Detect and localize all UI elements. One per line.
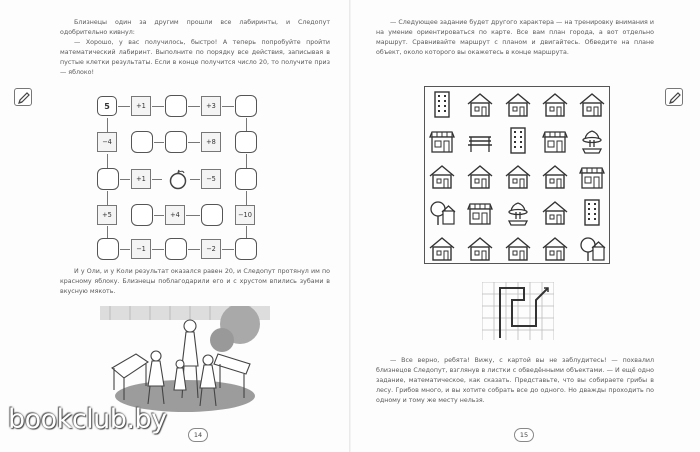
maze-answer-cell[interactable] [131,204,153,226]
maze-answer-cell[interactable] [131,131,153,153]
maze-start: 5 [97,96,117,116]
maze-op: +1 [131,96,151,116]
maze-op: −5 [201,169,221,189]
right-paragraph-2: — Все верно, ребята! Вижу, с картой вы не заблудитесь! — похвалил близнецов Следопут, взглянув в листки с обведёнными объектами. — И ещё одно задание, математическое, как сказать. Представьте, что вы собираете грибы в лесу. Грибов много, и вы хотите собрать все до одного. Но дважды проходить по одному и тому же месту нельзя. [376,357,654,404]
maze-op: −4 [97,132,117,152]
maze-answer-cell[interactable] [235,168,257,190]
maze-op: +8 [201,132,221,152]
maze-answer-cell[interactable] [201,204,223,226]
maze-answer-cell[interactable] [235,238,257,260]
left-page-number: 14 [188,428,208,442]
park-illustration [100,306,270,414]
maze-op: +1 [131,169,151,189]
maze-answer-cell[interactable] [165,95,187,117]
maze-op: +5 [97,205,117,225]
maze-answer-cell[interactable] [235,131,257,153]
left-paragraph-3: И у Оли, и у Коли результат оказался равен 20, и Следопут протянул им по красному яблоку. Близнецы поблагодарили его и с хрустом впились зубами в вкусную мякоть. [60,268,330,295]
maze-answer-cell[interactable] [165,131,187,153]
maze-op: +3 [201,96,221,116]
book-gutter [349,0,351,452]
apple-icon [167,168,189,190]
maze-op: +4 [165,205,185,225]
city-plan-icons [425,87,611,265]
route-map [482,282,554,340]
right-page-number: 15 [514,428,534,442]
maze-answer-cell[interactable] [165,238,187,260]
city-plan-grid [424,86,610,264]
left-paragraph-2: — Хорошо, у вас получилось, быстро! А теперь попробуйте пройти математический лабиринт. Выполните по порядку все действия, записывая в пустые клетки результаты. Если в конце получится число 20, то получите приз — яблоко! [60,39,330,76]
pencil-icon [665,88,683,106]
left-paragraph-1: Близнецы один за другим прошли все лабиринты, и Следопут одобрительно кивнул: [60,19,330,36]
right-paragraph-1: — Следующее задание будет другого характера — на тренировку внимания и на умение ориентироваться по карте. Все вам план города, а вот отдельно маршрут. Сравнивайте маршрут с планом и двигайтесь. Обведите на плане объект, около которого вы окажетесь в конце маршрута. [376,19,654,56]
maze-answer-cell[interactable] [235,95,257,117]
pencil-icon [14,88,32,106]
math-maze [95,88,275,258]
maze-answer-cell[interactable] [97,238,119,260]
maze-op: −10 [235,205,255,225]
watermark: bookclub.by [8,404,167,435]
maze-answer-cell[interactable] [97,168,119,190]
maze-op: −1 [131,239,151,259]
maze-op: −2 [201,239,221,259]
